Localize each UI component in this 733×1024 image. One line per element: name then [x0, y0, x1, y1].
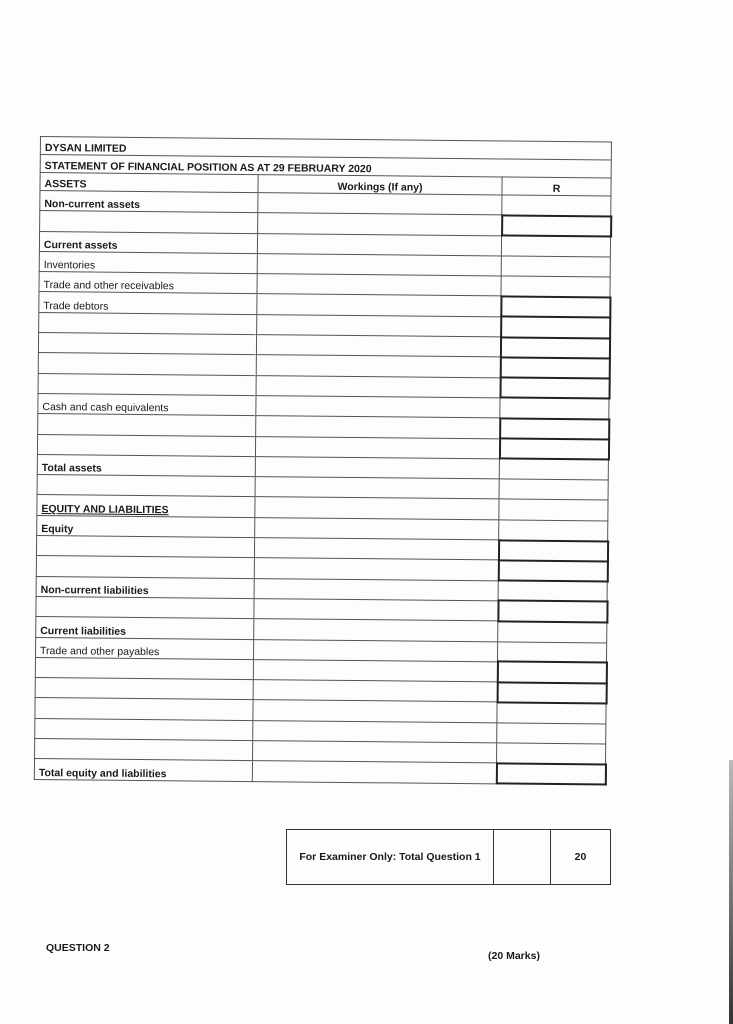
- workings-cell[interactable]: [255, 456, 499, 479]
- workings-cell[interactable]: [257, 294, 501, 317]
- workings-cell[interactable]: [257, 314, 501, 337]
- workings-cell[interactable]: [253, 680, 497, 703]
- row-label[interactable]: [38, 414, 256, 436]
- workings-cell[interactable]: [254, 578, 498, 601]
- question-2-heading: QUESTION 2: [46, 942, 110, 954]
- amount-cell[interactable]: [500, 357, 609, 378]
- examiner-total: 20: [551, 830, 611, 885]
- row-label[interactable]: [35, 718, 253, 740]
- amount-cell[interactable]: [501, 256, 610, 277]
- amount-cell[interactable]: [499, 438, 608, 459]
- row-label[interactable]: [40, 211, 258, 233]
- workings-cell[interactable]: [254, 538, 498, 561]
- row-label[interactable]: [37, 434, 255, 456]
- workings-header: Workings (If any): [258, 175, 502, 195]
- workings-cell[interactable]: [253, 741, 497, 764]
- statement-title: STATEMENT OF FINANCIAL POSITION AS AT 29 FEBRUARY 2020: [40, 155, 611, 178]
- workings-cell[interactable]: [254, 619, 498, 642]
- amount-cell[interactable]: [497, 702, 606, 723]
- row-label[interactable]: [36, 536, 254, 558]
- amount-cell[interactable]: [497, 682, 606, 703]
- amount-cell[interactable]: [498, 540, 607, 561]
- row-label[interactable]: [35, 738, 253, 760]
- amount-cell[interactable]: [497, 743, 606, 764]
- row-label[interactable]: [35, 698, 253, 720]
- amount-cell[interactable]: [499, 479, 608, 500]
- amount-cell[interactable]: [501, 317, 610, 338]
- row-label[interactable]: [38, 353, 256, 375]
- amount-cell[interactable]: [498, 581, 607, 602]
- row-label[interactable]: [35, 657, 253, 679]
- amount-cell[interactable]: [498, 601, 607, 622]
- amount-cell[interactable]: [496, 763, 605, 784]
- workings-cell[interactable]: [254, 558, 498, 581]
- company-name: DYSAN LIMITED: [40, 137, 611, 160]
- workings-cell[interactable]: [257, 233, 501, 256]
- row-label: Inventories: [39, 251, 257, 273]
- r-header: R: [502, 177, 611, 196]
- row-label: Total assets: [37, 454, 255, 476]
- row-label: Trade and other payables: [35, 637, 253, 659]
- statement-table: [34, 136, 613, 786]
- examiner-score-cell[interactable]: [494, 830, 551, 885]
- amount-cell[interactable]: [500, 378, 609, 399]
- row-label[interactable]: [35, 678, 253, 700]
- workings-cell[interactable]: [253, 720, 497, 743]
- row-label: Trade debtors: [39, 292, 257, 314]
- workings-cell[interactable]: [256, 396, 500, 419]
- amount-cell[interactable]: [497, 662, 606, 683]
- amount-cell[interactable]: [497, 723, 606, 744]
- workings-cell[interactable]: [254, 599, 498, 622]
- table-row: [34, 759, 605, 785]
- workings-cell[interactable]: [257, 253, 501, 276]
- row-label: Total equity and liabilities: [34, 759, 252, 781]
- question-2-marks: (20 Marks): [488, 950, 540, 962]
- row-label[interactable]: [38, 373, 256, 395]
- row-label: Current assets: [39, 231, 257, 253]
- row-label: Current liabilities: [36, 617, 254, 639]
- workings-cell[interactable]: [253, 659, 497, 682]
- row-label: Trade and other receivables: [39, 272, 257, 294]
- row-label: EQUITY AND LIABILITIES: [37, 495, 255, 517]
- row-label[interactable]: [38, 333, 256, 355]
- workings-cell[interactable]: [257, 274, 501, 297]
- workings-cell[interactable]: [255, 517, 499, 540]
- amount-cell[interactable]: [499, 520, 608, 541]
- assets-header: ASSETS: [40, 173, 258, 193]
- workings-cell[interactable]: [253, 700, 497, 723]
- amount-cell[interactable]: [498, 621, 607, 642]
- workings-cell[interactable]: [256, 335, 500, 358]
- examiner-total-box: [286, 829, 611, 885]
- amount-cell[interactable]: [500, 398, 609, 419]
- amount-cell[interactable]: [499, 459, 608, 480]
- row-label[interactable]: [36, 556, 254, 578]
- workings-cell[interactable]: [255, 436, 499, 459]
- amount-cell[interactable]: [502, 195, 611, 216]
- amount-cell[interactable]: [498, 560, 607, 581]
- examiner-label: For Examiner Only: Total Question 1: [287, 830, 494, 885]
- row-label: Equity: [37, 515, 255, 537]
- amount-cell[interactable]: [501, 296, 610, 317]
- amount-cell[interactable]: [502, 215, 611, 236]
- workings-cell[interactable]: [256, 416, 500, 439]
- workings-cell[interactable]: [256, 375, 500, 398]
- amount-cell[interactable]: [499, 499, 608, 520]
- row-label: Non-current assets: [40, 191, 258, 213]
- workings-cell[interactable]: [256, 355, 500, 378]
- page-edge-shadow: [729, 760, 733, 1024]
- row-label[interactable]: [36, 596, 254, 618]
- row-label[interactable]: [39, 312, 257, 334]
- workings-cell[interactable]: [253, 639, 497, 662]
- amount-cell[interactable]: [497, 641, 606, 662]
- amount-cell[interactable]: [501, 276, 610, 297]
- amount-cell[interactable]: [500, 337, 609, 358]
- workings-cell[interactable]: [255, 477, 499, 500]
- row-label: Cash and cash equivalents: [38, 393, 256, 415]
- row-label: Non-current liabilities: [36, 576, 254, 598]
- workings-cell[interactable]: [252, 761, 496, 784]
- amount-cell[interactable]: [501, 236, 610, 257]
- row-label[interactable]: [37, 475, 255, 497]
- workings-cell[interactable]: [258, 193, 502, 216]
- workings-cell[interactable]: [255, 497, 499, 520]
- amount-cell[interactable]: [500, 418, 609, 439]
- workings-cell[interactable]: [258, 213, 502, 236]
